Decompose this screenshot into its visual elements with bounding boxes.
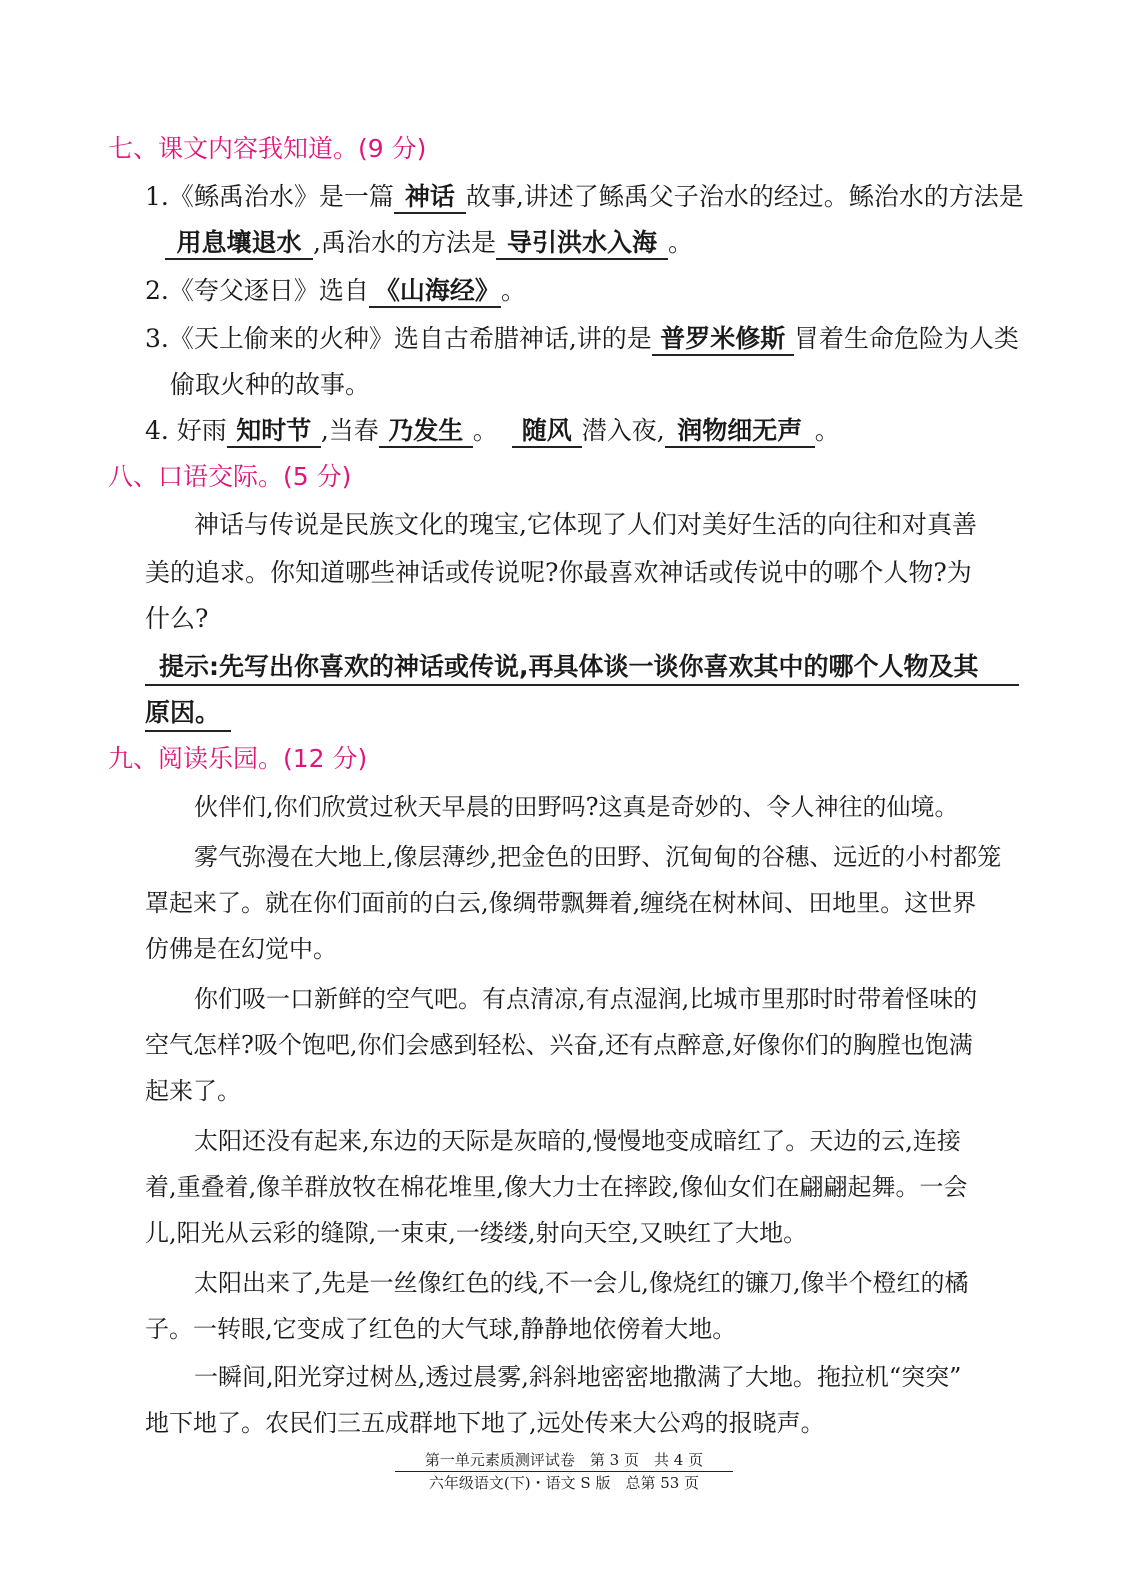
question-1-line-1 [145, 180, 1024, 214]
answer-line-2 [145, 696, 231, 732]
answer-blank: 乃发生 [379, 416, 473, 448]
section-8-heading: 八、口语交际。(5 分) [108, 462, 352, 491]
reading-line: 儿,阳光从云彩的缝隙,一束束,一缕缕,射向天空,又映红了大地。 [145, 1219, 808, 1247]
answer-line-1 [145, 650, 1019, 686]
reading-line: 子。一转眼,它变成了红色的大气球,静静地依傍着大地。 [145, 1315, 737, 1343]
question-3-prefix: 3.《天上偷来的火种》选自古希腊神话,讲的是 [145, 324, 652, 353]
section-8-paragraph-line: 神话与传说是民族文化的瑰宝,它体现了人们对美好生活的向往和对真善 [194, 510, 977, 539]
reading-line: 雾气弥漫在大地上,像层薄纱,把金色的田野、沉甸甸的谷穗、远近的小村都笼 [194, 843, 1002, 871]
question-4-prefix: 4. 好雨 [145, 416, 227, 445]
hint-text: 原因。 [145, 696, 231, 732]
question-1-text: ,禹治水的方法是 [313, 228, 496, 257]
section-9-heading: 九、阅读乐园。(12 分) [108, 744, 368, 773]
section-8-paragraph-line: 什么? [145, 604, 209, 633]
answer-blank: 普罗米修斯 [652, 324, 794, 356]
reading-line: 着,重叠着,像羊群放牧在棉花堆里,像大力士在摔跤,像仙女们在翩翩起舞。一会 [145, 1173, 968, 1201]
reading-line: 空气怎样?吸个饱吧,你们会感到轻松、兴奋,还有点醉意,好像你们的胸膛也饱满 [145, 1031, 973, 1059]
question-4 [145, 414, 840, 448]
answer-blank: 用息壤退水 [165, 228, 313, 260]
reading-line: 太阳还没有起来,东边的天际是灰暗的,慢慢地变成暗红了。天边的云,连接 [194, 1127, 961, 1155]
answer-blank: 润物细无声 [665, 416, 815, 448]
reading-line: 你们吸一口新鲜的空气吧。有点清凉,有点湿润,比城市里那时时带着怪味的 [194, 985, 978, 1013]
reading-line: 地下地了。农民们三五成群地下地了,远处传来大公鸡的报晓声。 [145, 1409, 825, 1437]
question-2-prefix: 2.《夸父逐日》选自 [145, 276, 369, 305]
answer-blank: 导引洪水入海 [496, 228, 668, 260]
question-3-line-1 [145, 322, 1019, 356]
question-1-end: 。 [667, 228, 693, 257]
reading-line: 一瞬间,阳光穿过树丛,透过晨雾,斜斜地密密地撒满了大地。拖拉机“突突” [194, 1363, 962, 1391]
reading-line: 伙伴们,你们欣赏过秋天早晨的田野吗?这真是奇妙的、令人神往的仙境。 [194, 793, 959, 821]
question-3-line-2: 偷取火种的故事。 [170, 370, 371, 399]
question-4-text: 潜入夜, [581, 416, 665, 445]
question-3-text: 冒着生命危险为人类 [793, 324, 1019, 353]
hint-text: 提示:先写出你喜欢的神话或传说,再具体谈一谈你喜欢其中的哪个人物及其 [145, 650, 1019, 686]
section-7-heading: 七、课文内容我知道。(9 分) [108, 134, 427, 163]
question-1-text: 故事,讲述了鲧禹父子治水的经过。鲧治水的方法是 [465, 182, 1024, 211]
question-4-text: 。 [472, 416, 498, 445]
answer-blank: 知时节 [227, 416, 321, 448]
question-4-end: 。 [814, 416, 840, 445]
footer-divider [395, 1471, 733, 1472]
section-8-paragraph-line: 美的追求。你知道哪些神话或传说呢?你最喜欢神话或传说中的哪个人物?为 [145, 558, 972, 587]
footer-book-info: 六年级语文(下)・语文 S 版 总第 53 页 [428, 1474, 700, 1492]
reading-line: 仿佛是在幻觉中。 [145, 935, 337, 963]
question-2 [145, 274, 526, 308]
question-2-end: 。 [500, 276, 526, 305]
reading-line: 起来了。 [145, 1077, 241, 1105]
question-1-line-2 [165, 226, 693, 260]
reading-line: 罩起来了。就在你们面前的白云,像绸带飘舞着,缠绕在树林间、田地里。这世界 [145, 889, 977, 917]
answer-blank: 神话 [394, 182, 466, 214]
answer-blank: 随风 [512, 416, 582, 448]
answer-blank: 《山海经》 [369, 276, 501, 308]
reading-line: 太阳出来了,先是一丝像红色的线,不一会儿,像烧红的镰刀,像半个橙红的橘 [194, 1269, 969, 1297]
question-1-prefix: 1.《鲧禹治水》是一篇 [145, 182, 394, 211]
question-4-text: ,当春 [320, 416, 379, 445]
footer-page-info: 第一单元素质测评试卷 第 3 页 共 4 页 [424, 1451, 704, 1469]
